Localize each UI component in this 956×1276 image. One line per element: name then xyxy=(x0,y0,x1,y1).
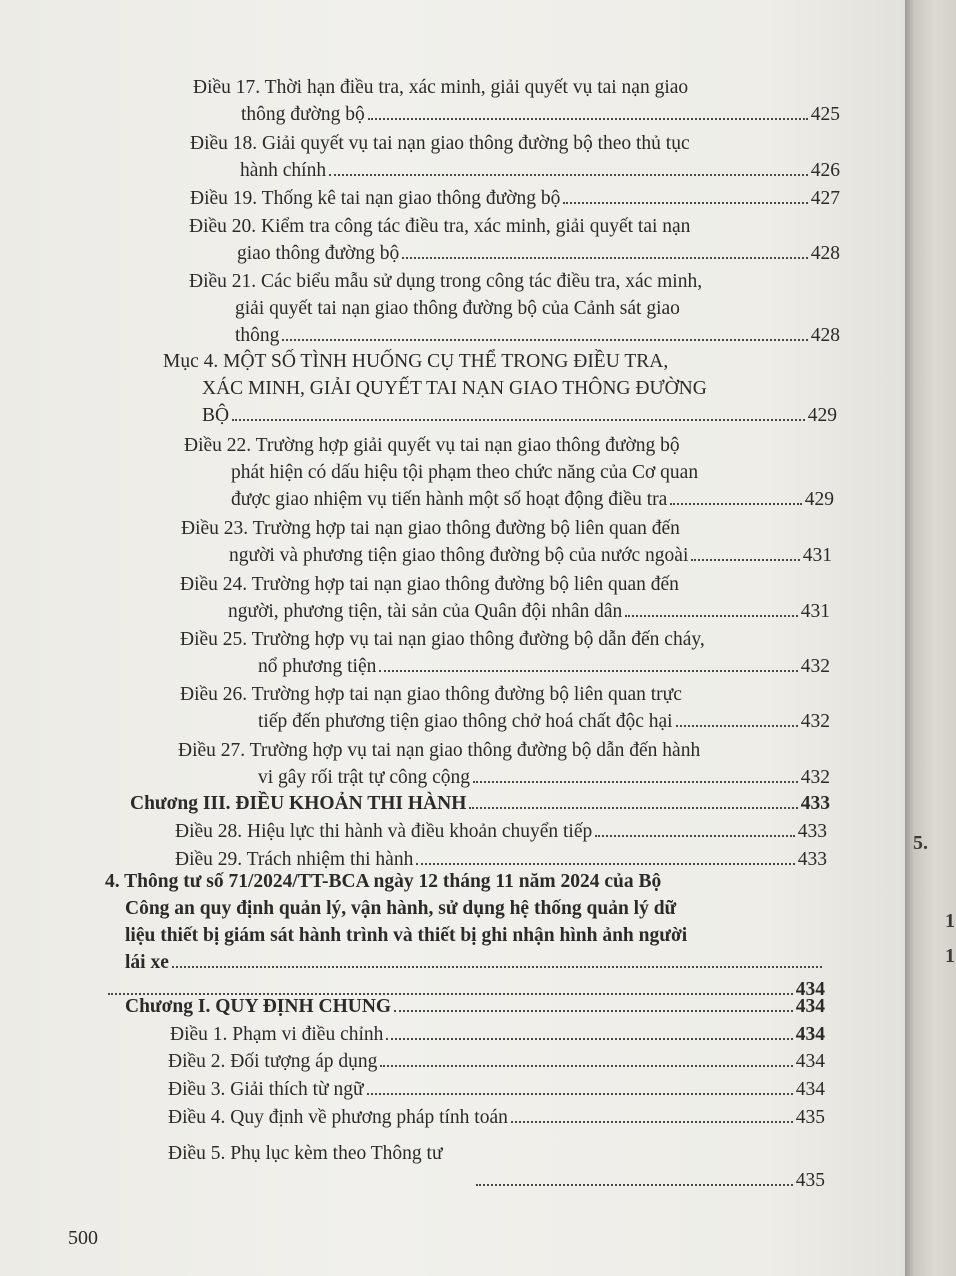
toc-page-number: 434 xyxy=(795,1051,825,1072)
dot-leader xyxy=(386,1038,792,1040)
toc-entry[interactable] xyxy=(184,432,834,513)
toc-page-number: 434 xyxy=(795,996,825,1017)
edge-mark: 1 xyxy=(945,945,955,967)
toc-page-number: 432 xyxy=(800,656,830,677)
dot-leader xyxy=(511,1121,793,1123)
toc-entry-text: Điều 1. Phạm vi điều chỉnh xyxy=(170,1024,384,1045)
toc-page-number: 432 xyxy=(800,767,830,788)
page-number: 500 xyxy=(68,1227,98,1249)
toc-entry-text: được giao nhiệm vụ tiến hành một số hoạt động điều tra xyxy=(231,489,668,510)
edge-mark: 1 xyxy=(945,910,955,932)
dot-leader xyxy=(379,670,797,672)
toc-chapter-entry[interactable] xyxy=(125,993,825,1020)
toc-entry-text: Điều 22. Trường hợp giải quyết vụ tai nạn giao thông đường bộ xyxy=(184,435,680,456)
toc-entry-text: BỘ xyxy=(202,405,230,426)
toc-entry[interactable] xyxy=(168,1104,825,1131)
toc-page-number: 433 xyxy=(797,821,827,842)
toc-entry-text: Điều 20. Kiểm tra công tác điều tra, xác minh, giải quyết tai nạn xyxy=(189,216,691,237)
toc-entry-text: Điều 18. Giải quyết vụ tai nạn giao thông đường bộ theo thủ tục xyxy=(190,133,690,154)
toc-entry-text: nổ phương tiện xyxy=(258,656,377,677)
dot-leader xyxy=(416,863,794,865)
toc-page-number: 429 xyxy=(807,405,837,426)
toc-entry[interactable] xyxy=(180,681,830,735)
toc-entry[interactable] xyxy=(168,1048,825,1075)
toc-entry-text: tiếp đến phương tiện giao thông chở hoá chất độc hại xyxy=(258,711,673,732)
toc-entry-text: Điều 28. Hiệu lực thi hành và điều khoản chuyển tiếp xyxy=(175,821,593,842)
toc-entry-text: Chương III. ĐIỀU KHOẢN THI HÀNH xyxy=(130,793,467,814)
toc-entry-text: Chương I. QUY ĐỊNH CHUNG xyxy=(125,996,392,1017)
toc-entry[interactable] xyxy=(168,1076,825,1103)
toc-entry-text: XÁC MINH, GIẢI QUYẾT TAI NẠN GIAO THÔNG ĐƯỜNG xyxy=(202,378,707,399)
toc-entry-text: Điều 19. Thống kê tai nạn giao thông đường bộ xyxy=(190,188,561,209)
toc-entry-text: Điều 5. Phụ lục kèm theo Thông tư xyxy=(168,1143,443,1164)
toc-entry-text: liệu thiết bị giám sát hành trình và thiết bị ghi nhận hình ảnh người xyxy=(125,925,688,946)
toc-page-number: 434 xyxy=(795,979,825,1000)
toc-entry[interactable] xyxy=(190,185,840,212)
toc-section-entry[interactable] xyxy=(163,348,837,429)
toc-page-number: 428 xyxy=(810,325,840,346)
toc-page-number: 429 xyxy=(804,489,834,510)
toc-page-number: 433 xyxy=(797,849,827,870)
dot-leader xyxy=(329,174,808,176)
toc-entry-text: thông đường bộ xyxy=(241,104,365,125)
toc-entry-text: Công an quy định quản lý, vận hành, sử dụng hệ thống quản lý dữ xyxy=(125,898,677,919)
dot-leader xyxy=(595,835,794,837)
toc-entry-text: lái xe xyxy=(125,952,169,973)
dot-leader xyxy=(380,1065,792,1067)
dot-leader xyxy=(232,419,805,421)
toc-entry-text: Điều 21. Các biểu mẫu sử dụng trong công tác điều tra, xác minh, xyxy=(189,271,703,292)
toc-page-number: 431 xyxy=(802,545,832,566)
toc-page-number: 435 xyxy=(795,1170,825,1191)
dot-leader xyxy=(368,118,808,120)
dot-leader xyxy=(172,966,822,968)
toc-page-number: 435 xyxy=(795,1107,825,1128)
edge-mark: 5. xyxy=(913,832,928,854)
toc-page-number: 425 xyxy=(810,104,840,125)
toc-entry-text: Điều 29. Trách nhiệm thi hành xyxy=(175,849,414,870)
toc-entry-text: Điều 27. Trường hợp vụ tai nạn giao thông đường bộ dẫn đến hành xyxy=(178,740,701,761)
toc-entry-text: Điều 2. Đối tượng áp dụng xyxy=(168,1051,378,1072)
adjacent-page-edge xyxy=(905,0,956,1276)
toc-page-number: 428 xyxy=(810,243,840,264)
toc-entry[interactable] xyxy=(168,1140,825,1194)
toc-entry-text: Điều 25. Trường hợp vụ tai nạn giao thông đường bộ dẫn đến cháy, xyxy=(180,629,705,650)
dot-leader xyxy=(402,257,808,259)
toc-entry[interactable] xyxy=(189,213,840,267)
toc-entry-text: giải quyết tai nạn giao thông đường bộ của Cảnh sát giao xyxy=(235,298,680,319)
toc-page-number: 432 xyxy=(800,711,830,732)
toc-entry-text: Điều 4. Quy định về phương pháp tính toán xyxy=(168,1107,508,1128)
dot-leader xyxy=(473,781,798,783)
toc-page-number: 427 xyxy=(810,188,840,209)
toc-entry[interactable] xyxy=(193,74,840,128)
toc-page-number: 431 xyxy=(800,601,830,622)
toc-entry-text: người, phương tiện, tài sản của Quân đội nhân dân xyxy=(228,601,623,622)
toc-document-entry[interactable] xyxy=(105,868,825,1003)
toc-entry-text: Điều 23. Trường hợp tai nạn giao thông đường bộ liên quan đến xyxy=(181,518,680,539)
toc-entry-text: vi gây rối trật tự công cộng xyxy=(258,767,471,788)
dot-leader xyxy=(367,1093,793,1095)
toc-entry-text: Mục 4. MỘT SỐ TÌNH HUỐNG CỤ THỂ TRONG ĐIỀU TRA, xyxy=(163,351,669,372)
toc-entry-text: người và phương tiện giao thông đường bộ của nước ngoài xyxy=(229,545,689,566)
toc-entry[interactable] xyxy=(180,571,830,625)
dot-leader xyxy=(625,615,797,617)
toc-entry-text: Điều 17. Thời hạn điều tra, xác minh, giải quyết vụ tai nạn giao xyxy=(193,77,689,98)
toc-chapter-entry[interactable] xyxy=(130,790,830,817)
toc-entry-text: 4. Thông tư số 71/2024/TT-BCA ngày 12 tháng 11 năm 2024 của Bộ xyxy=(105,871,662,892)
toc-entry[interactable] xyxy=(175,818,827,845)
toc-entry-text: Điều 3. Giải thích từ ngữ xyxy=(168,1079,364,1100)
toc-entry-text: hành chính xyxy=(240,160,327,181)
toc-entry[interactable] xyxy=(170,1021,825,1048)
toc-entry-text: Điều 26. Trường hợp tai nạn giao thông đường bộ liên quan trực xyxy=(180,684,682,705)
dot-leader xyxy=(394,1010,793,1012)
dot-leader xyxy=(476,1184,793,1186)
dot-leader xyxy=(676,725,798,727)
dot-leader xyxy=(670,503,801,505)
toc-entry[interactable] xyxy=(180,626,830,680)
toc-page-number: 434 xyxy=(795,1079,825,1100)
dot-leader xyxy=(563,202,807,204)
toc-entry[interactable] xyxy=(181,515,832,569)
toc-entry-text: Điều 24. Trường hợp tai nạn giao thông đường bộ liên quan đến xyxy=(180,574,679,595)
toc-entry-text: thông xyxy=(235,325,280,346)
toc-entry[interactable] xyxy=(178,737,830,791)
toc-entry[interactable] xyxy=(190,130,840,184)
toc-page-number: 434 xyxy=(795,1024,825,1045)
dot-leader xyxy=(469,807,797,809)
toc-page-number: 426 xyxy=(810,160,840,181)
dot-leader xyxy=(691,559,799,561)
toc-entry-text: phát hiện có dấu hiệu tội phạm theo chức năng của Cơ quan xyxy=(231,462,699,483)
toc-entry[interactable] xyxy=(189,268,840,349)
toc-entry-text: giao thông đường bộ xyxy=(237,243,400,264)
toc-page-number: 433 xyxy=(800,793,830,814)
dot-leader xyxy=(282,339,807,341)
